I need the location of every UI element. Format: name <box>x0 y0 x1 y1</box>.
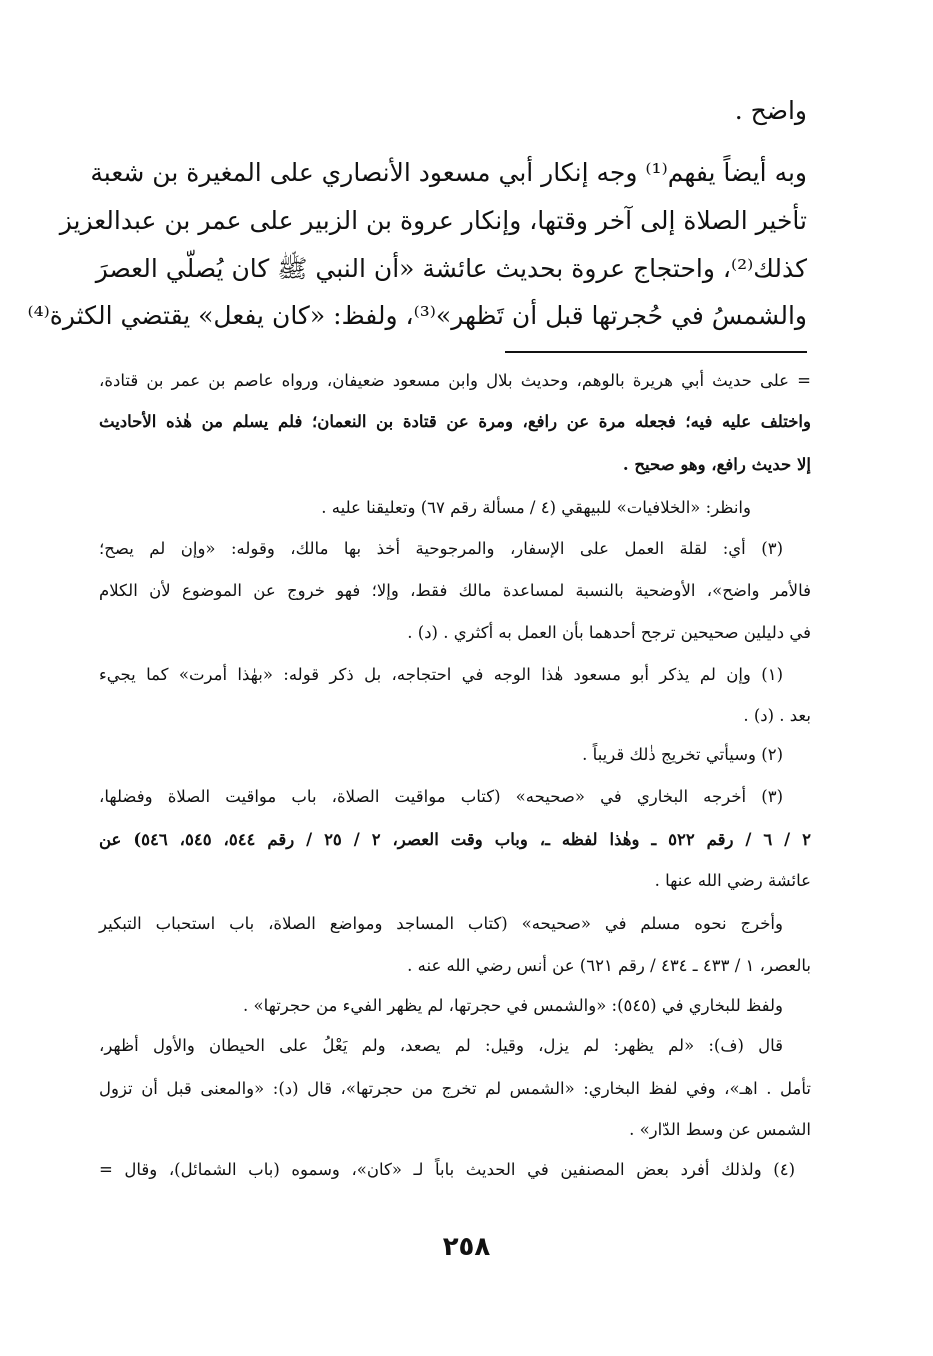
footnote-line-9: بعد . (د) . <box>743 706 811 725</box>
footnote-line-10: (٢) وسيأتي تخريج ذٰلك قريباً . <box>582 745 783 764</box>
footnote-line-15: بالعصر، ١ / ٤٣٣ ـ ٤٣٤ / رقم ٦٢١) عن أنس رضي الله عنه . <box>407 956 811 975</box>
footnote-line-8: (١) وإن لم يذكر أبو مسعود هٰذا الوجه في احتجاجه، بل ذكر قوله: «بهٰذا أمرت» كما يجيء <box>99 665 783 684</box>
footnote-line-11: (٣) أخرجه البخاري في «صحيحه» (كتاب مواقيت الصلاة، باب مواقيت الصلاة وفضلها، <box>99 787 783 806</box>
footnote-line-5: (٣) أي: لقلة العمل على الإسفار، والمرجوحية أخذ بها مالك، وقوله: «وإن لم يصح؛ <box>99 539 783 558</box>
main-text-line-4: كذلك⁽²⁾، واحتجاج عروة بحديث عائشة «أن النبي ﷺ كان يُصلّي العصرَ <box>95 254 807 283</box>
footnote-line-16: ولفظ للبخاري في (٥٤٥): «والشمس في حجرتها، لم يظهر الفيء من حجرتها» . <box>242 996 783 1015</box>
footnote-line-17: قال (ف): «لم يظهر: لم يزل، وقيل: لم يصعد، ولم يَعْلُ على الحيطان والأول أظهر، <box>99 1036 783 1055</box>
footnote-line-13: عائشة رضي الله عنها . <box>654 871 811 890</box>
footnote-line-7: في دليلين صحيحين ترجح أحدهما بأن العمل به أكثري . (د) . <box>407 623 811 642</box>
footnote-line-3: إلا حديث رافع، وهو صحيح . <box>622 455 811 474</box>
footnote-line-6: فالأمر واضح»، الأوضحية بالنسبة لمساعدة مالك فقط، وإلا؛ فهو خروج عن الموضوع لأن الكلام <box>99 581 811 600</box>
main-text-line-5: والشمسُ في حُجرتها قبل أن تَظهر»⁽³⁾، ولفظ: «كان يفعل» يقتضي الكثرة⁽⁴⁾ <box>27 301 807 330</box>
footnote-line-18: تأمل . اهـ»، وفي لفظ البخاري: «الشمس لم تخرج من حجرتها»، قال (د): «والمعنى قبل أن تزول <box>99 1079 811 1098</box>
footnote-line-19: الشمس عن وسط الدّار» . <box>629 1120 811 1139</box>
footnote-line-1: = على حديث أبي هريرة بالوهم، وحديث بلال وابن مسعود ضعيفان، ورواه عاصم بن عمر بن قتادة، <box>99 371 811 390</box>
footnote-line-4: وانظر: «الخلافيات» للبيهقي (٤ / مسألة رقم ٦٧) وتعليقنا عليه . <box>321 498 751 517</box>
main-text-line-2: وبه أيضاً يفهم⁽¹⁾ وجه إنكار أبي مسعود الأنصاري على المغيرة بن شعبة <box>90 158 807 187</box>
footnote-line-20: (٤) ولذلك أفرد بعض المصنفين في الحديث باباً لـ «كان»، وسموه (باب الشمائل)، وقال = <box>99 1160 795 1179</box>
footnote-line-14: وأخرج نحوه مسلم في «صحيحه» (كتاب المساجد ومواضع الصلاة، باب استحباب التبكير <box>99 914 783 933</box>
page-number: ٢٥٨ <box>442 1232 491 1262</box>
footnote-line-2: واختلف عليه فيه؛ فجعله مرة عن رافع، ومرة عن قتادة بن النعمان؛ فلم يسلم من هٰذه الأحاديث <box>99 412 811 431</box>
footnote-separator <box>505 351 807 353</box>
main-text-line-1: واضح . <box>734 96 807 125</box>
footnote-line-12: ٢ / ٦ / رقم ٥٢٢ ـ وهٰذا لفظه ـ، وباب وقت العصر، ٢ / ٢٥ / رقم ٥٤٤، ٥٤٥، ٥٤٦) عن <box>99 830 811 849</box>
main-text-line-3: تأخير الصلاة إلى آخر وقتها، وإنكار عروة بن الزبير على عمر بن عبدالعزيز <box>59 206 807 235</box>
